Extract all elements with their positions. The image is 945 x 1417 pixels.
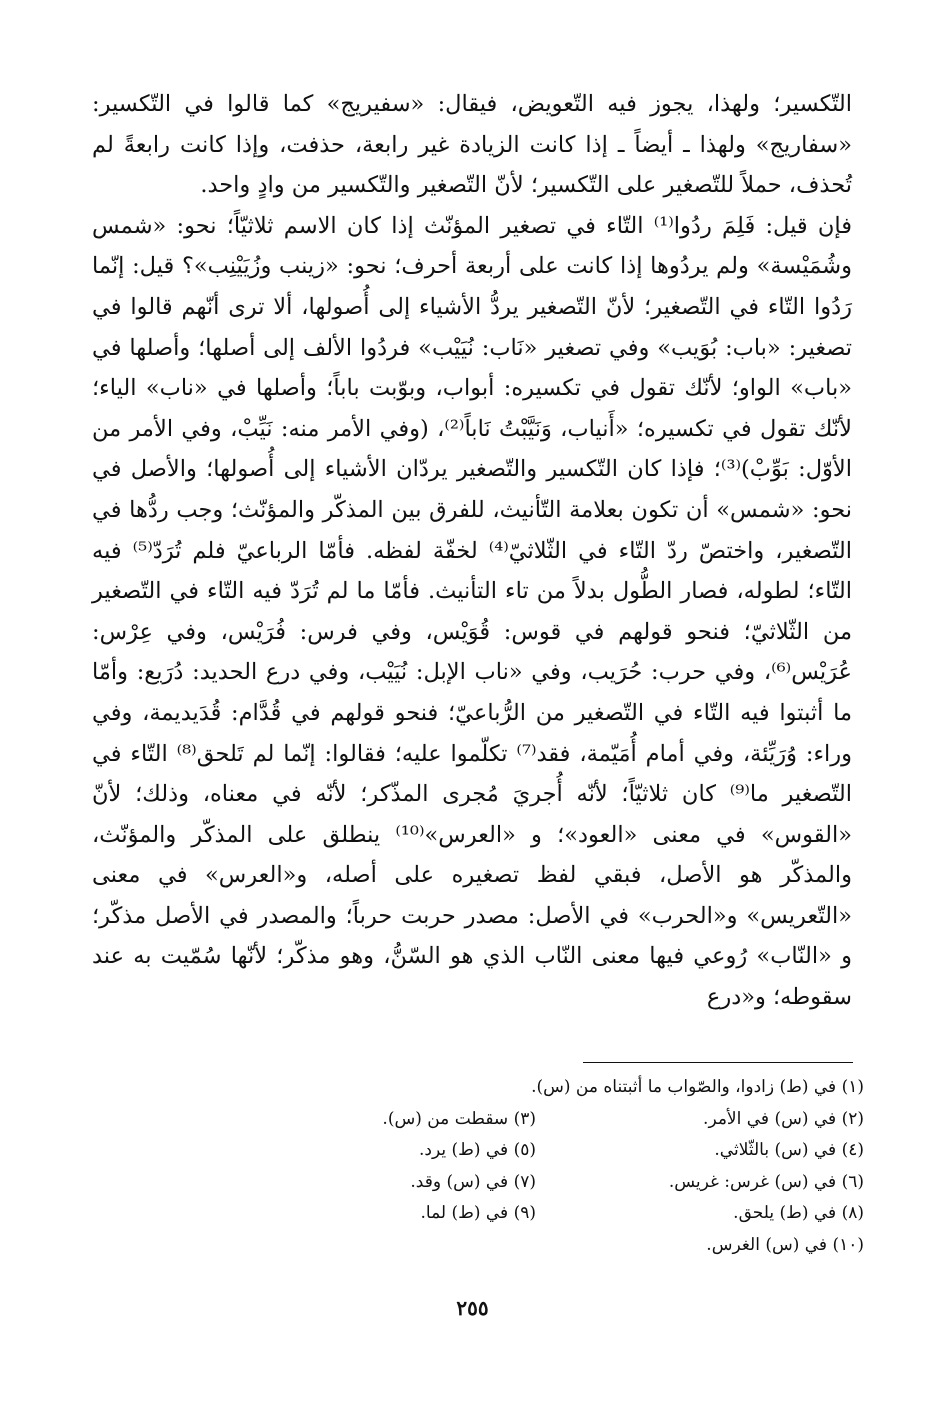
footnote-3: (٣) سقطت من (س). <box>382 1108 536 1129</box>
footnote-row <box>92 1167 864 1199</box>
paragraph-2: فإن قيل: فَلِمَ ردُوا⁽¹⁾ التّاء في تصغير المؤنّث إذا كان الاسم ثلاثيّاً؛ نحو: «شمس وشُمَيْسة» ولم يردُوها إذا كانت على أربعة أحرف؛ نحو: «زينب وزُيَيْنِب»؟ قيل: إنّما رَدُوا التّاء في التّصغير؛ لأنّ التّصغير يردُّ الأشياء إلى أُصولها، ألا ترى أنّهم قالوا في تصغير: «باب: بُوَيب» وفي تصغير «نَاب: نُيَيْب» فردُوا الألف إلى أصلها؛ وأصلها في «باب» الواو؛ لأنّك تقول في تكسيره: أبواب، وبوّبت باباً؛ وأصلها في «ناب» الياء؛ لأنّك تقول في تكسيره؛ «أَنياب، وَنَيَّبْتُ نَاباً⁽²⁾، (وفي الأمر منه: نَيِّبْ، وفي الأمر من الأوّل: بَوِّبْ)⁽³⁾؛ فإذا كان التّكسير والتّصغير يردّان الأشياء إلى أُصولها؛ والأصل في نحو: «شمس» أن تكون بعلامة التّأنيث، للفرق بين المذكّر والمؤنّث؛ وجب ردُّها في التّصغير، واختصّ ردّ التّاء في الثّلاثيّ⁽⁴⁾ لخفّة لفظه. فأمّا الرباعيّ فلم تُرَدّ⁽⁵⁾ فيه التّاء؛ لطوله، فصار الطُّول بدلاً من تاء التأنيث. فأمّا ما لم تُرَدّ فيه التّاء في التّصغير من الثّلاثيّ؛ فنحو قولهم في قوس: قُوَيْس، وفي فرس: فُرَيْس، وفي عِرْس: عُرَيْس⁽⁶⁾، وفي حرب: حُرَيب، وفي «ناب الإبل: نُيَيْب، وفي درع الحديد: دُرَيع: وأمّا ما أثبتوا فيه التّاء في التّصغير من الرُّباعيّ؛ فنحو قولهم في قُدَّام: قُدَيديمة، وفي وراء: وُرَيِّئة، وفي أمام أُمَيّمة، فقد⁽⁷⁾ تكلّموا عليه؛ فقالوا: إنّما لم تَلحق⁽⁸⁾ التّاء في التّصغير ما⁽⁹⁾ كان ثلاثيّاً؛ لأنّه أُجريَ مُجرى المذّكر؛ لأنّه في معناه، وذلك؛ لأنّ «القوس» في معنى «العود»؛ و «العرس»⁽¹⁰⁾ ينطلق على المذكّر والمؤنّث، والمذكّر هو الأصل، فبقي لفظ تصغيره على أصله، و«العرس» في معنى «التّعريس» و«الحرب» في الأصل: مصدر حربت حرباً؛ والمصدر في الأصل مذكّر؛ و «النّاب» رُوعي فيها معنى النّاب الذي هو السّنُّ، وهو مذكّر؛ لأنّها سُمّيت به عند سقوطه؛ و«درع <box>92 212 853 1011</box>
page-number: ٢٥٥ <box>456 1296 489 1320</box>
footnote-4: (٤) في (س) بالثّلاثي. <box>714 1140 864 1160</box>
main-text <box>92 84 852 1018</box>
footnotes <box>92 1072 864 1261</box>
footnote-row <box>92 1230 864 1262</box>
paragraph-1: التّكسير؛ ولهذا، يجوز فيه التّعويض، فيقال: «سفيريج» كما قالوا في التّكسير: «سفاريج» ولهذا ـ أيضاً ـ إذا كانت الزيادة غير رابعة، حذفت، وإذا كانت رابعةً لم تُحذف، حملاً للتّصغير على التّكسير؛ لأنّ التّصغير والتّكسير من وادٍ واحد. <box>92 91 852 199</box>
footnote-row <box>92 1072 864 1104</box>
footnote-6: (٦) في (س) غرس: غريس. <box>668 1171 864 1192</box>
footnote-row <box>92 1198 864 1230</box>
footnote-7: (٧) في (س) وقد. <box>410 1171 536 1192</box>
footnote-9: (٩) في (ط) لما. <box>420 1203 536 1223</box>
footnote-1: (١) في (ط) زادوا، والصّواب ما أثبتناه من (س). <box>531 1077 864 1097</box>
footnote-8: (٨) في (ط) يلحق. <box>733 1203 864 1223</box>
footnote-2: (٢) في (س) في الأمر. <box>703 1108 864 1129</box>
footnote-5: (٥) في (ط) يرد. <box>419 1140 536 1160</box>
footnote-row <box>92 1135 864 1167</box>
footnote-10: (١٠) في (س) الغرس. <box>706 1234 864 1255</box>
footnote-row <box>92 1104 864 1136</box>
footnote-separator <box>583 1062 853 1063</box>
